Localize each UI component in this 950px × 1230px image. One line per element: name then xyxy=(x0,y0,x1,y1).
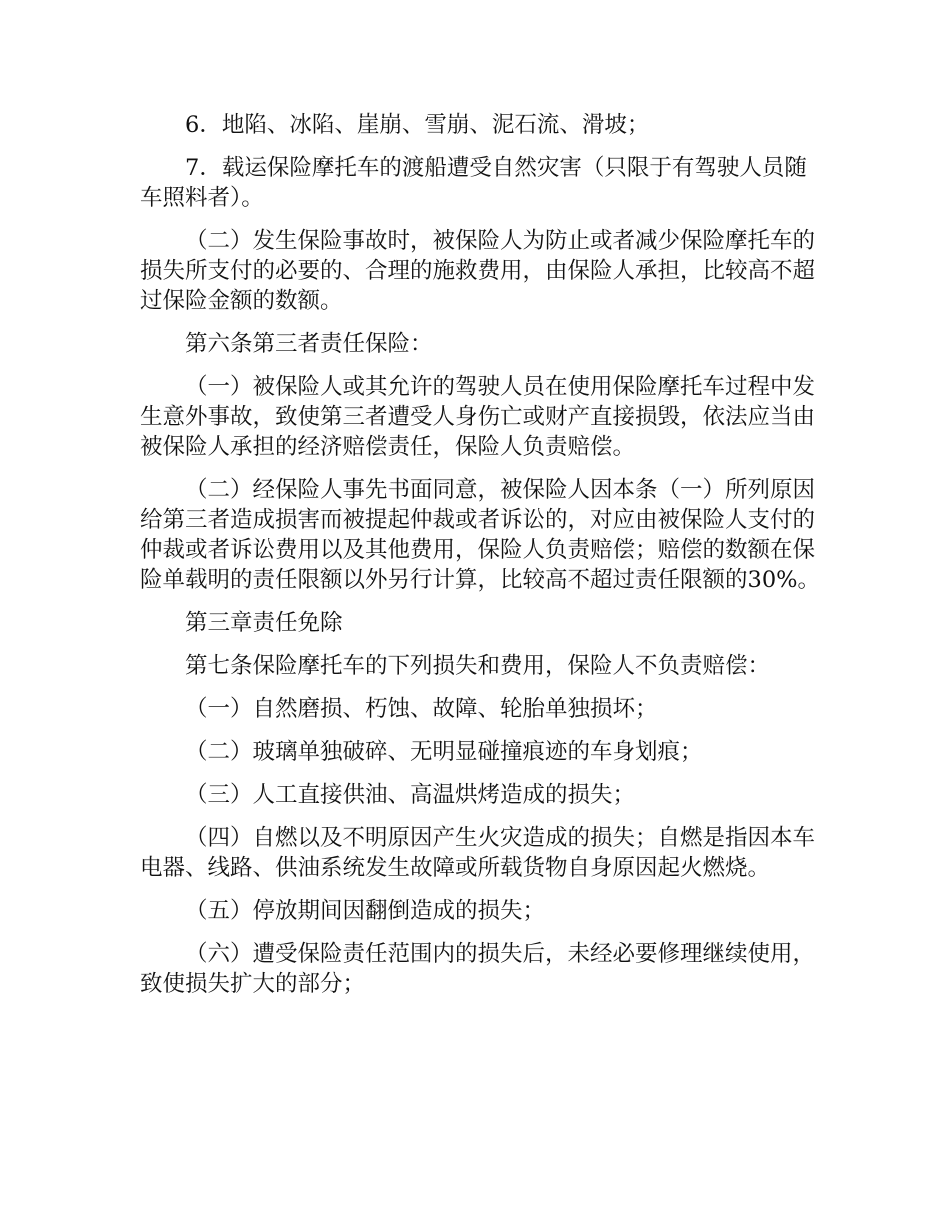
exclusion-item-5: （五）停放期间因翻倒造成的损失； xyxy=(185,898,546,924)
heading-chapter-3: 第三章责任免除 xyxy=(185,610,343,636)
document-page xyxy=(140,110,825,1012)
exclusion-item-1: （一）自然磨损、朽蚀、故障、轮胎单独损坏； xyxy=(185,696,658,722)
heading-article-6: 第六条第三者责任保险： xyxy=(185,331,433,357)
exclusion-item-2: （二）玻璃单独破碎、无明显碰撞痕迹的车身划痕； xyxy=(185,739,703,765)
paragraph-item-7-ferry-disaster: 7．载运保险摩托车的渡船遭受自然灾害（只限于有驾驶人员随车照料者）。 xyxy=(140,155,807,211)
exclusion-item-6: （六）遭受保险责任范围内的损失后，未经必要修理继续使用，致使损失扩大的部分； xyxy=(140,941,816,997)
paragraph-rescue-costs: （二）发生保险事故时，被保险人为防止或者减少保险摩托车的损失所支付的必要的、合理的施救费用，由保险人承担，比较高不超过保险金额的数额。 xyxy=(140,228,816,314)
heading-article-7: 第七条保险摩托车的下列损失和费用，保险人不负责赔偿： xyxy=(185,653,771,679)
paragraph-third-party-liability: （一）被保险人或其允许的驾驶人员在使用保险摩托车过程中发生意外事故，致使第三者遭受人身伤亡或财产直接损毁，依法应当由被保险人承担的经济赔偿责任，保险人负责赔偿。 xyxy=(140,374,816,460)
paragraph-arbitration-costs: （二）经保险人事先书面同意，被保险人因本条（一）所列原因给第三者造成损害而被提起仲裁或者诉讼的，对应由被保险人支付的仲裁或者诉讼费用以及其他费用，保险人负责赔偿；赔偿的数额在保险单载明的责任限额以外另行计算，比较高不超过责任限额的30%。 xyxy=(140,477,821,593)
exclusion-item-4: （四）自燃以及不明原因产生火灾造成的损失；自燃是指因本车电器、线路、供油系统发生故障或所载货物自身原因起火燃烧。 xyxy=(140,825,816,881)
exclusion-item-3: （三）人工直接供油、高温烘烤造成的损失； xyxy=(185,782,636,808)
paragraph-item-6-ground-collapse: 6．地陷、冰陷、崖崩、雪崩、泥石流、滑坡； xyxy=(185,112,650,138)
